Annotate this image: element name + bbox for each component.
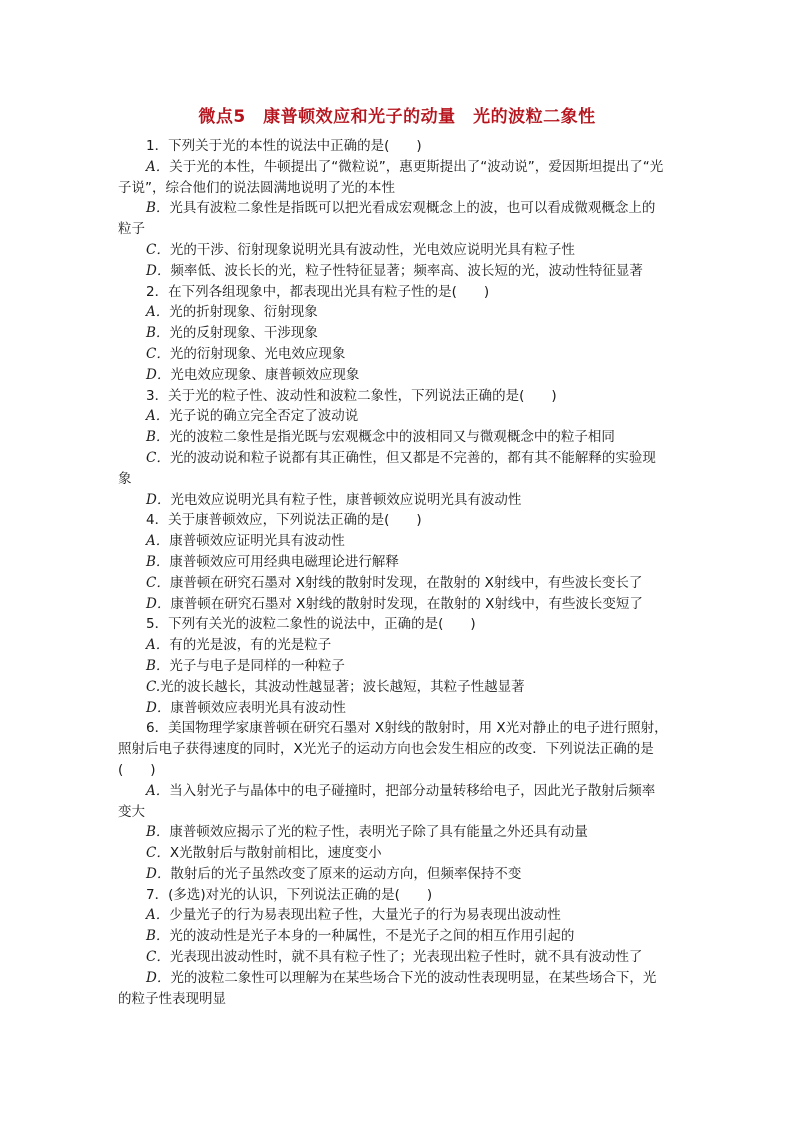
line-text: 光表现出波动性时，就不具有粒子性了；光表现出粒子性时，就不具有波动性了 — [169, 949, 643, 966]
answer-option — [118, 552, 678, 573]
option-label: B． — [146, 553, 170, 570]
answer-option — [118, 698, 678, 719]
line-text: 康普顿效应证明光具有波动性 — [169, 533, 345, 550]
question-number: 6． — [146, 720, 169, 737]
answer-option — [118, 406, 678, 427]
question-stem — [118, 718, 678, 739]
line-text: 有的光是波，有的光是粒子 — [169, 637, 332, 654]
question-number: 7． — [146, 886, 169, 903]
question-list — [118, 136, 678, 1009]
line-text: 光的波动说和粒子说都有其正确性，但又都是不完善的，都有其不能解释的实验现 — [169, 449, 656, 466]
line-text: 下列有关光的波粒二象性的说法中，正确的是( ) — [168, 616, 476, 633]
line-text: 当入射光子与晶体中的电子碰撞时，把部分动量转移给电子，因此光子散射后频率 — [169, 782, 656, 799]
option-label: C． — [146, 449, 170, 466]
continuation-line — [118, 739, 678, 760]
question-stem — [118, 136, 678, 157]
line-text: 下列关于光的本性的说法中正确的是( ) — [168, 138, 422, 154]
line-text: 频率低、波长长的光，粒子性特征显著；频率高、波长短的光，波动性特征显著 — [170, 262, 643, 279]
option-label: D． — [146, 366, 171, 383]
question-number: 1． — [146, 138, 169, 154]
option-label: A． — [146, 907, 170, 924]
line-text: 变大 — [118, 803, 145, 820]
option-label: C． — [146, 345, 170, 362]
question-number: 3． — [146, 387, 169, 404]
line-text: 光的反射现象、干涉现象 — [169, 325, 318, 342]
continuation-line — [118, 802, 678, 823]
answer-option — [118, 635, 678, 656]
question-stem — [118, 386, 678, 407]
line-text: 在下列各组现象中，都表现出光具有粒子性的是( ) — [168, 283, 490, 300]
option-label: B． — [146, 429, 170, 446]
option-label: D． — [146, 491, 171, 508]
option-label: B． — [146, 824, 170, 841]
answer-option — [118, 594, 678, 615]
option-label: A． — [146, 158, 170, 175]
question-number: 4． — [146, 512, 169, 529]
answer-option — [118, 677, 678, 698]
answer-option — [118, 427, 678, 448]
answer-option — [118, 822, 678, 843]
line-text: 光具有波粒二象性是指既可以把光看成宏观概念上的波，也可以看成微观概念上的 — [169, 200, 656, 217]
line-text: 照射后电子获得速度的同时，X光光子的运动方向也会发生相应的改变．下列说法正确的是 — [118, 741, 654, 758]
line-text: 光的折射现象、衍射现象 — [169, 304, 318, 321]
line-text: 散射后的光子虽然改变了原来的运动方向，但频率保持不变 — [170, 865, 522, 882]
line-text: 康普顿在研究石墨对 X射线的散射时发现，在散射的 X射线中，有些波长变长了 — [169, 574, 643, 591]
option-label: B． — [146, 200, 170, 217]
continuation-line — [118, 219, 678, 240]
option-label: B． — [146, 325, 170, 342]
line-text: 光子与电子是同样的一种粒子 — [169, 657, 345, 674]
line-text: 光子说的确立完全否定了波动说 — [169, 408, 359, 425]
continuation-line — [118, 469, 678, 490]
line-text: 美国物理学家康普顿在研究石墨对 X射线的散射时，用 X光对静止的电子进行照射， — [168, 720, 668, 737]
line-text: 康普顿效应可用经典电磁理论进行解释 — [169, 553, 399, 570]
line-text: 光的波粒二象性可以理解为在某些场合下光的波动性表现明显，在某些场合下，光 — [170, 969, 657, 986]
answer-option — [118, 302, 678, 323]
line-text: 关于光的粒子性、波动性和波粒二象性，下列说法正确的是( ) — [168, 387, 557, 404]
line-text: 光的衍射现象、光电效应现象 — [169, 345, 346, 362]
option-label: A． — [146, 304, 170, 321]
option-label: D． — [146, 969, 171, 986]
option-label: A． — [146, 408, 170, 425]
question-stem — [118, 885, 678, 906]
line-text: 康普顿效应揭示了光的粒子性，表明光子除了具有能量之外还具有动量 — [169, 824, 588, 841]
line-text: 粒子 — [118, 221, 145, 238]
option-label: C． — [146, 845, 170, 862]
question-stem — [118, 614, 678, 635]
answer-option — [118, 926, 678, 947]
answer-option — [118, 531, 678, 552]
option-label: C． — [146, 241, 170, 258]
answer-option — [118, 157, 678, 178]
option-label: B． — [146, 928, 170, 945]
answer-option — [118, 864, 678, 885]
answer-option — [118, 240, 678, 261]
answer-option — [118, 781, 678, 802]
line-text: ( ) — [118, 761, 156, 778]
question-stem — [118, 510, 678, 531]
line-text: 光的波长越长，其波动性越显著；波长越短，其粒子性越显著 — [160, 678, 525, 695]
line-text: 光的波动性是光子本身的一种属性，不是光子之间的相互作用引起的 — [169, 928, 575, 945]
line-text: 少量光子的行为易表现出粒子性，大量光子的行为易表现出波动性 — [169, 907, 561, 924]
line-text: X光散射后与散射前相比，速度变小 — [169, 845, 382, 862]
answer-option — [118, 490, 678, 511]
line-text: 的粒子性表现明显 — [118, 990, 226, 1007]
answer-option — [118, 198, 678, 219]
answer-option — [118, 968, 678, 989]
option-label: C. — [146, 678, 161, 695]
answer-option — [118, 365, 678, 386]
option-label: A． — [146, 782, 170, 799]
line-text: 光电效应现象、康普顿效应现象 — [170, 366, 360, 383]
continuation-line — [118, 178, 678, 199]
answer-option — [118, 947, 678, 968]
answer-option — [118, 573, 678, 594]
answer-option — [118, 344, 678, 365]
option-label: C． — [146, 949, 170, 966]
continuation-line — [118, 760, 678, 781]
line-text: 象 — [118, 470, 132, 487]
option-label: D． — [146, 595, 171, 612]
question-number: 2． — [146, 283, 169, 300]
answer-option — [118, 448, 678, 469]
question-stem — [118, 282, 678, 303]
line-text: 关于康普顿效应，下列说法正确的是( ) — [168, 512, 422, 529]
option-label: B． — [146, 657, 170, 674]
line-text: 关于光的本性，牛顿提出了“微粒说”，惠更斯提出了“波动说”，爱因斯坦提出了“光 — [169, 158, 664, 175]
line-text: 子说”，综合他们的说法圆满地说明了光的本性 — [118, 179, 395, 196]
answer-option — [118, 905, 678, 926]
page-title: 微点5 康普顿效应和光子的动量 光的波粒二象性 — [198, 107, 596, 127]
line-text: 康普顿效应表明光具有波动性 — [170, 699, 346, 716]
line-text: 光的干涉、衍射现象说明光具有波动性，光电效应说明光具有粒子性 — [169, 241, 575, 258]
question-number: 5． — [146, 616, 169, 633]
answer-option — [118, 261, 678, 282]
line-text: 康普顿在研究石墨对 X射线的散射时发现，在散射的 X射线中，有些波长变短了 — [170, 595, 643, 612]
option-label: A． — [146, 637, 170, 654]
line-text: (多选)对光的认识，下列说法正确的是( ) — [168, 886, 433, 903]
answer-option — [118, 843, 678, 864]
line-text: 光电效应说明光具有粒子性，康普顿效应说明光具有波动性 — [170, 491, 522, 508]
option-label: A． — [146, 533, 170, 550]
line-text: 光的波粒二象性是指光既与宏观概念中的波相同又与微观概念中的粒子相同 — [169, 429, 615, 446]
answer-option — [118, 323, 678, 344]
option-label: D． — [146, 262, 171, 279]
option-label: D． — [146, 865, 171, 882]
continuation-line — [118, 989, 678, 1010]
option-label: C． — [146, 574, 170, 591]
option-label: D． — [146, 699, 171, 716]
answer-option — [118, 656, 678, 677]
